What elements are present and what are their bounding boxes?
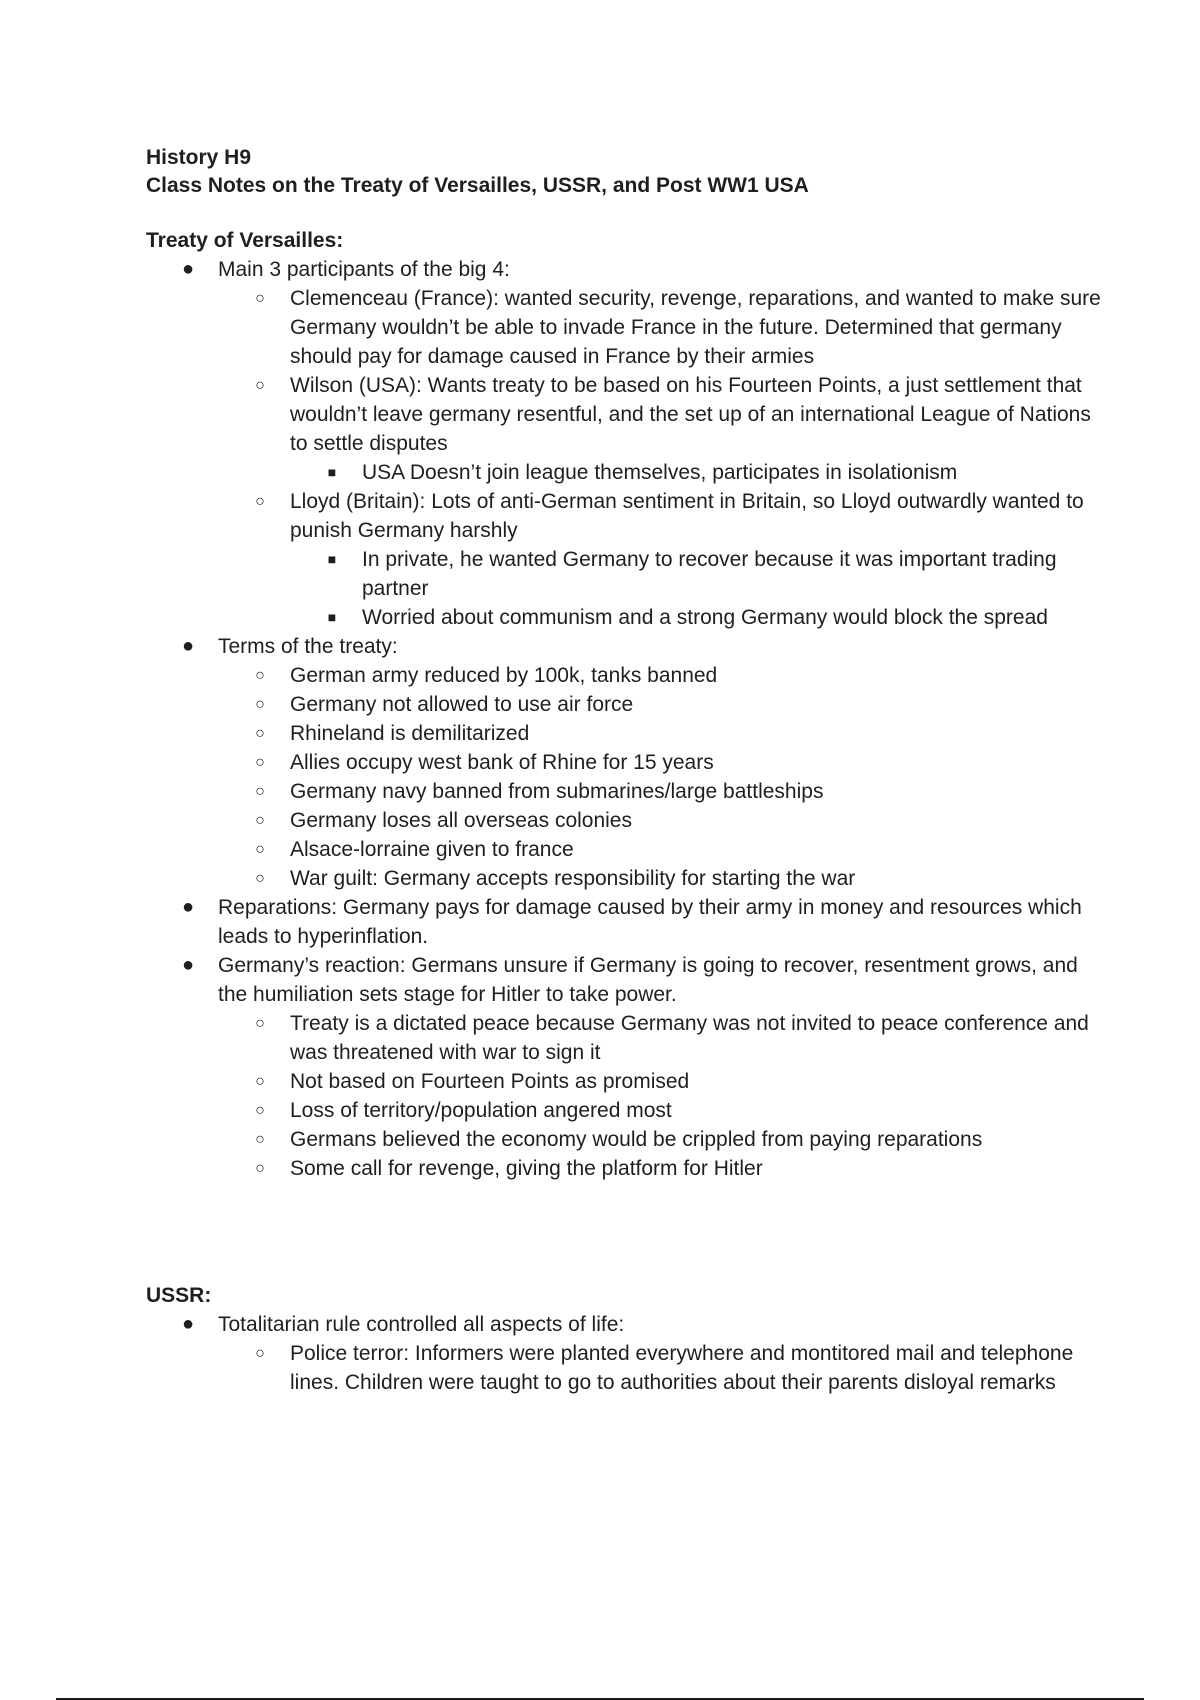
bullet-icon: ● <box>181 954 195 976</box>
document-subtitle: Class Notes on the Treaty of Versailles, USSR, and Post WW1 USA <box>146 174 809 197</box>
list-item <box>218 284 1106 371</box>
list-item <box>218 1125 1106 1154</box>
list-item <box>218 835 1106 864</box>
reaction-text: Germany’s reaction: Germans unsure if Germany is going to recover, resentment grows, and the humiliation sets stage for Hitler to take power. <box>218 954 1078 1006</box>
list-item <box>218 1154 1106 1183</box>
circle-bullet-icon: ○ <box>255 783 265 800</box>
term-item: War guilt: Germany accepts responsibility for starting the war <box>290 867 856 890</box>
bullet-icon: ● <box>181 896 195 918</box>
list-item <box>290 603 1106 632</box>
circle-bullet-icon: ○ <box>255 1160 265 1177</box>
circle-bullet-icon: ○ <box>255 812 265 829</box>
circle-bullet-icon: ○ <box>255 377 265 394</box>
circle-bullet-icon: ○ <box>255 870 265 887</box>
list-item <box>218 806 1106 835</box>
circle-bullet-icon: ○ <box>255 841 265 858</box>
list-item <box>218 1096 1106 1125</box>
list-item <box>146 1310 1106 1397</box>
lloyd-text: Lloyd (Britain): Lots of anti-German sentiment in Britain, so Lloyd outwardly wanted to punish Germany harshly <box>290 490 1084 542</box>
reaction-item: Some call for revenge, giving the platform for Hitler <box>290 1157 763 1180</box>
police-terror-text: Police terror: Informers were planted everywhere and montitored mail and telephone lines. Children were taught to go to authorities about their parents disloyal remarks <box>290 1342 1074 1394</box>
course-title: History H9 <box>146 146 252 169</box>
list-item <box>218 1339 1106 1397</box>
reaction-item: Not based on Fourteen Points as promised <box>290 1070 690 1093</box>
bullet-icon: ● <box>181 258 195 280</box>
circle-bullet-icon: ○ <box>255 1131 265 1148</box>
term-item: Rhineland is demilitarized <box>290 722 530 745</box>
term-item: Allies occupy west bank of Rhine for 15 years <box>290 751 714 774</box>
terms-text: Terms of the treaty: <box>218 635 398 658</box>
circle-bullet-icon: ○ <box>255 493 265 510</box>
ussr-list <box>146 1310 1106 1397</box>
square-bullet-icon: ■ <box>327 609 337 625</box>
reaction-item: Treaty is a dictated peace because Germany was not invited to peace conference and was threatened with war to sign it <box>290 1012 1089 1064</box>
list-item <box>218 487 1106 632</box>
square-bullet-icon: ■ <box>327 551 337 567</box>
term-item: Germany not allowed to use air force <box>290 693 634 716</box>
list-item <box>218 661 1106 690</box>
list-item <box>218 864 1106 893</box>
treaty-list <box>146 255 1106 1183</box>
circle-bullet-icon: ○ <box>255 1345 265 1362</box>
document-page <box>146 144 1106 1397</box>
circle-bullet-icon: ○ <box>255 290 265 307</box>
bullet-icon: ● <box>181 1313 195 1335</box>
circle-bullet-icon: ○ <box>255 696 265 713</box>
list-item <box>146 255 1106 632</box>
wilson-sub-text: USA Doesn’t join league themselves, participates in isolationism <box>362 461 958 484</box>
square-bullet-icon: ■ <box>327 464 337 480</box>
list-item <box>290 458 1106 487</box>
circle-bullet-icon: ○ <box>255 667 265 684</box>
list-item <box>146 951 1106 1183</box>
term-item: Germany loses all overseas colonies <box>290 809 632 832</box>
circle-bullet-icon: ○ <box>255 754 265 771</box>
circle-bullet-icon: ○ <box>255 1015 265 1032</box>
term-item: German army reduced by 100k, tanks banned <box>290 664 718 687</box>
reaction-item: Germans believed the economy would be crippled from paying reparations <box>290 1128 983 1151</box>
bullet-icon: ● <box>181 635 195 657</box>
list-item <box>218 777 1106 806</box>
term-item: Alsace-lorraine given to france <box>290 838 574 861</box>
list-item <box>218 371 1106 487</box>
list-item <box>218 1009 1106 1067</box>
participants-text: Main 3 participants of the big 4: <box>218 258 510 281</box>
totalitarian-text: Totalitarian rule controlled all aspects of life: <box>218 1313 625 1336</box>
section-title-treaty: Treaty of Versailles: <box>146 229 344 252</box>
circle-bullet-icon: ○ <box>255 725 265 742</box>
clemenceau-text: Clemenceau (France): wanted security, revenge, reparations, and wanted to make sure Germany wouldn’t be able to invade France in the future. Determined that germany should pay for damage caused in France by their armies <box>290 287 1101 368</box>
section-title-ussr: USSR: <box>146 1284 212 1307</box>
lloyd-sub-text-1: In private, he wanted Germany to recover because it was important trading partner <box>362 548 1057 600</box>
circle-bullet-icon: ○ <box>255 1102 265 1119</box>
list-item <box>218 719 1106 748</box>
list-item <box>146 632 1106 893</box>
list-item <box>290 545 1106 603</box>
reaction-item: Loss of territory/population angered most <box>290 1099 672 1122</box>
list-item <box>218 1067 1106 1096</box>
list-item <box>218 690 1106 719</box>
lloyd-sub-text-2: Worried about communism and a strong Germany would block the spread <box>362 606 1048 629</box>
list-item <box>218 748 1106 777</box>
list-item <box>146 893 1106 951</box>
circle-bullet-icon: ○ <box>255 1073 265 1090</box>
term-item: Germany navy banned from submarines/large battleships <box>290 780 824 803</box>
wilson-text: Wilson (USA): Wants treaty to be based on his Fourteen Points, a just settlement that wouldn’t leave germany resentful, and the set up of an international League of Nations to settle disputes <box>290 374 1091 455</box>
reparations-text: Reparations: Germany pays for damage caused by their army in money and resources which leads to hyperinflation. <box>218 896 1082 948</box>
